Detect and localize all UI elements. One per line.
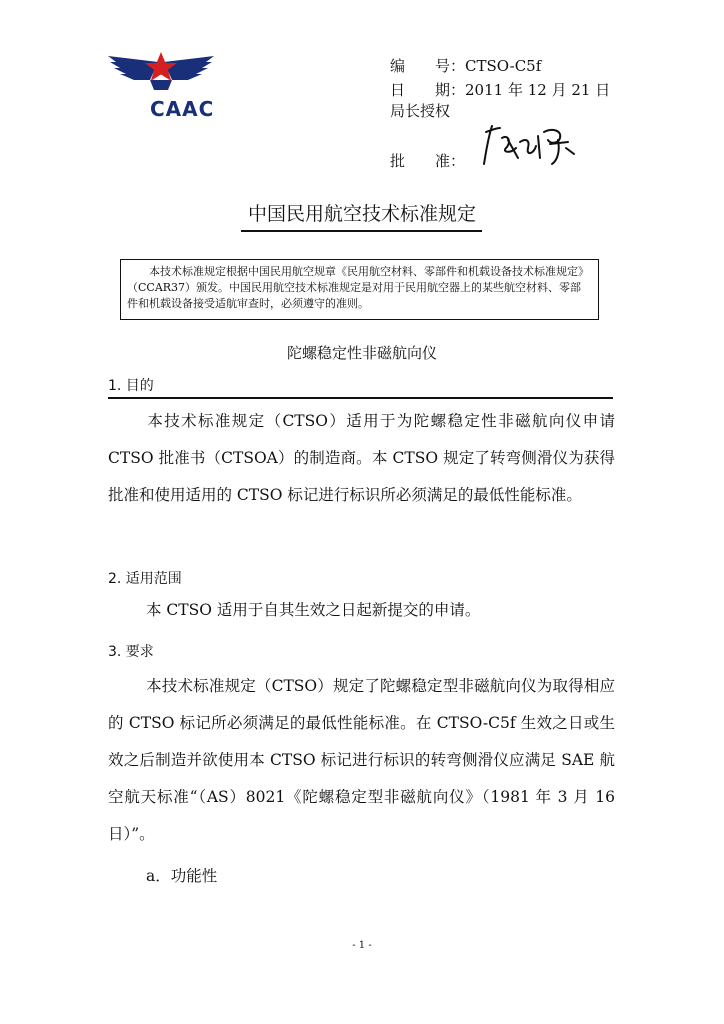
document-date-value: 2011 年 12 月 21 日	[465, 81, 611, 99]
paragraph-requirements	[108, 668, 615, 853]
section-divider	[108, 397, 613, 399]
document-number-row	[390, 55, 541, 76]
notice-text: 本技术标准规定根据中国民用航空规章《民用航空材料、零部件和机载设备技术标准规定》（CCAR37）颁发。中国民用航空技术标准规定是对用于民用航空器上的某些航空材料、零部件和机载设备接受适航审查时，必须遵守的准则。	[127, 265, 589, 310]
authorization-text: 局长授权	[390, 102, 451, 120]
approval-label: 批 准：	[390, 152, 466, 170]
section-heading-requirements: 3. 要求	[108, 644, 154, 660]
title-underline	[241, 230, 482, 232]
document-date-label: 日 期：	[390, 81, 466, 99]
paragraph-requirements-text: 本技术标准规定（CTSO）规定了陀螺稳定型非磁航向仪为取得相应的 CTSO 标记所必须满足的最低性能标准。在 CTSO-C5f 生效之日或生效之后制造并欲使用本 CTSO 标记进行标识的转弯侧滑仪应满足 SAE 航空航天标准“（AS）8021《陀螺稳定型非磁航向仪》（1981 年 3 月 16 日）”。	[108, 677, 615, 843]
paragraph-purpose	[108, 403, 615, 514]
section-heading-scope: 2. 适用范围	[108, 571, 182, 587]
document-title: 中国民用航空技术标准规定	[247, 203, 476, 225]
document-number-value: CTSO-C5f	[465, 57, 542, 75]
paragraph-scope-text: 本 CTSO 适用于自其生效之日起新提交的申请。	[146, 601, 481, 619]
section-heading-purpose: 1. 目的	[108, 378, 154, 394]
document-subtitle: 陀螺稳定性非磁航向仪	[286, 344, 437, 362]
page-number: - 1 -	[352, 940, 372, 951]
document-number-label: 编 号：	[390, 57, 466, 75]
paragraph-scope	[108, 592, 615, 629]
paragraph-purpose-text: 本技术标准规定（CTSO）适用于为陀螺稳定性非磁航向仪申请CTSO 批准书（CTSOA）的制造商。本 CTSO 规定了转弯侧滑仪为获得批准和使用适用的 CTSO 标记进行标识所必须满足的最低性能标准。	[108, 412, 615, 504]
logo-text: CAAC	[150, 97, 215, 121]
document-date-row	[390, 79, 610, 100]
signature-image	[478, 118, 578, 174]
item-a-functionality: a．功能性	[146, 867, 218, 885]
notice-box	[120, 259, 599, 320]
